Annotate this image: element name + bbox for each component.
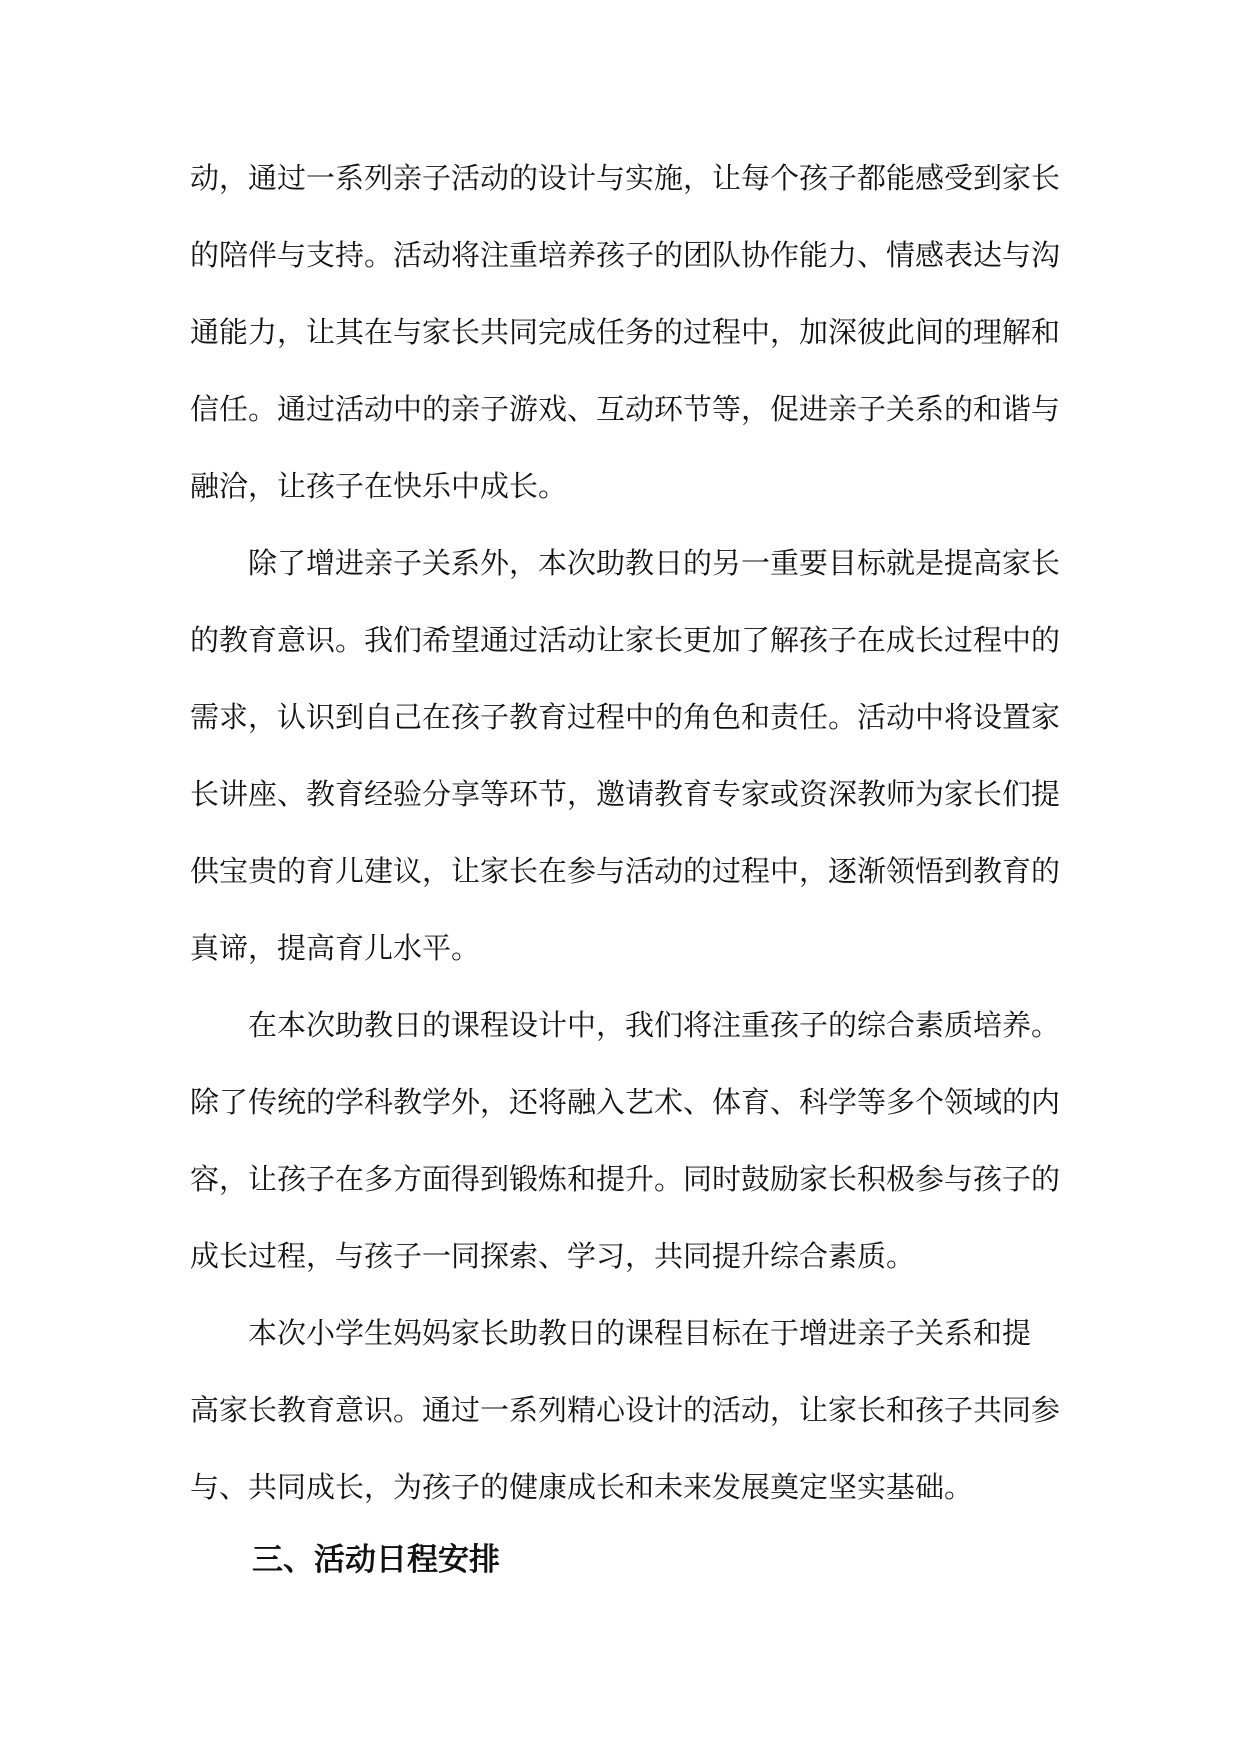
text-line: 融洽，让孩子在快乐中成长。 <box>190 469 568 503</box>
text-line: 除了增进亲子关系外，本次助教日的另一重要目标就是提高家长 <box>248 546 1061 580</box>
text-line: 成长过程，与孩子一同探索、学习，共同提升综合素质。 <box>190 1239 916 1273</box>
text-line: 与、共同成长，为孩子的健康成长和未来发展奠定坚实基础。 <box>190 1470 974 1504</box>
text-line: 在本次助教日的课程设计中，我们将注重孩子的综合素质培养。 <box>248 1008 1061 1042</box>
text-line: 真谛，提高育儿水平。 <box>190 931 481 965</box>
text-line: 长讲座、教育经验分享等环节，邀请教育专家或资深教师为家长们提 <box>190 777 1061 811</box>
text-line: 通能力，让其在与家长共同完成任务的过程中，加深彼此间的理解和 <box>190 315 1061 349</box>
text-line: 需求，认识到自己在孩子教育过程中的角色和责任。活动中将设置家 <box>190 700 1061 734</box>
paragraph-1 <box>190 140 1066 525</box>
paragraph-4 <box>190 1295 1066 1526</box>
text-line: 容，让孩子在多方面得到锻炼和提升。同时鼓励家长积极参与孩子的 <box>190 1162 1061 1196</box>
paragraph-2 <box>190 525 1066 987</box>
document-body <box>190 140 1066 1526</box>
text-line: 高家长教育意识。通过一系列精心设计的活动，让家长和孩子共同参 <box>190 1393 1061 1427</box>
text-line: 本次小学生妈妈家长助教日的课程目标在于增进亲子关系和提 <box>248 1316 1032 1350</box>
text-line: 除了传统的学科教学外，还将融入艺术、体育、科学等多个领域的内 <box>190 1085 1061 1119</box>
text-line: 动，通过一系列亲子活动的设计与实施，让每个孩子都能感受到家长 <box>190 161 1061 195</box>
text-line: 的陪伴与支持。活动将注重培养孩子的团队协作能力、情感表达与沟 <box>190 238 1061 272</box>
paragraph-3 <box>190 987 1066 1295</box>
section-heading: 三、活动日程安排 <box>252 1542 500 1578</box>
text-line: 供宝贵的育儿建议，让家长在参与活动的过程中，逐渐领悟到教育的 <box>190 854 1061 888</box>
text-line: 的教育意识。我们希望通过活动让家长更加了解孩子在成长过程中的 <box>190 623 1061 657</box>
text-line: 信任。通过活动中的亲子游戏、互动环节等，促进亲子关系的和谐与 <box>190 392 1061 426</box>
